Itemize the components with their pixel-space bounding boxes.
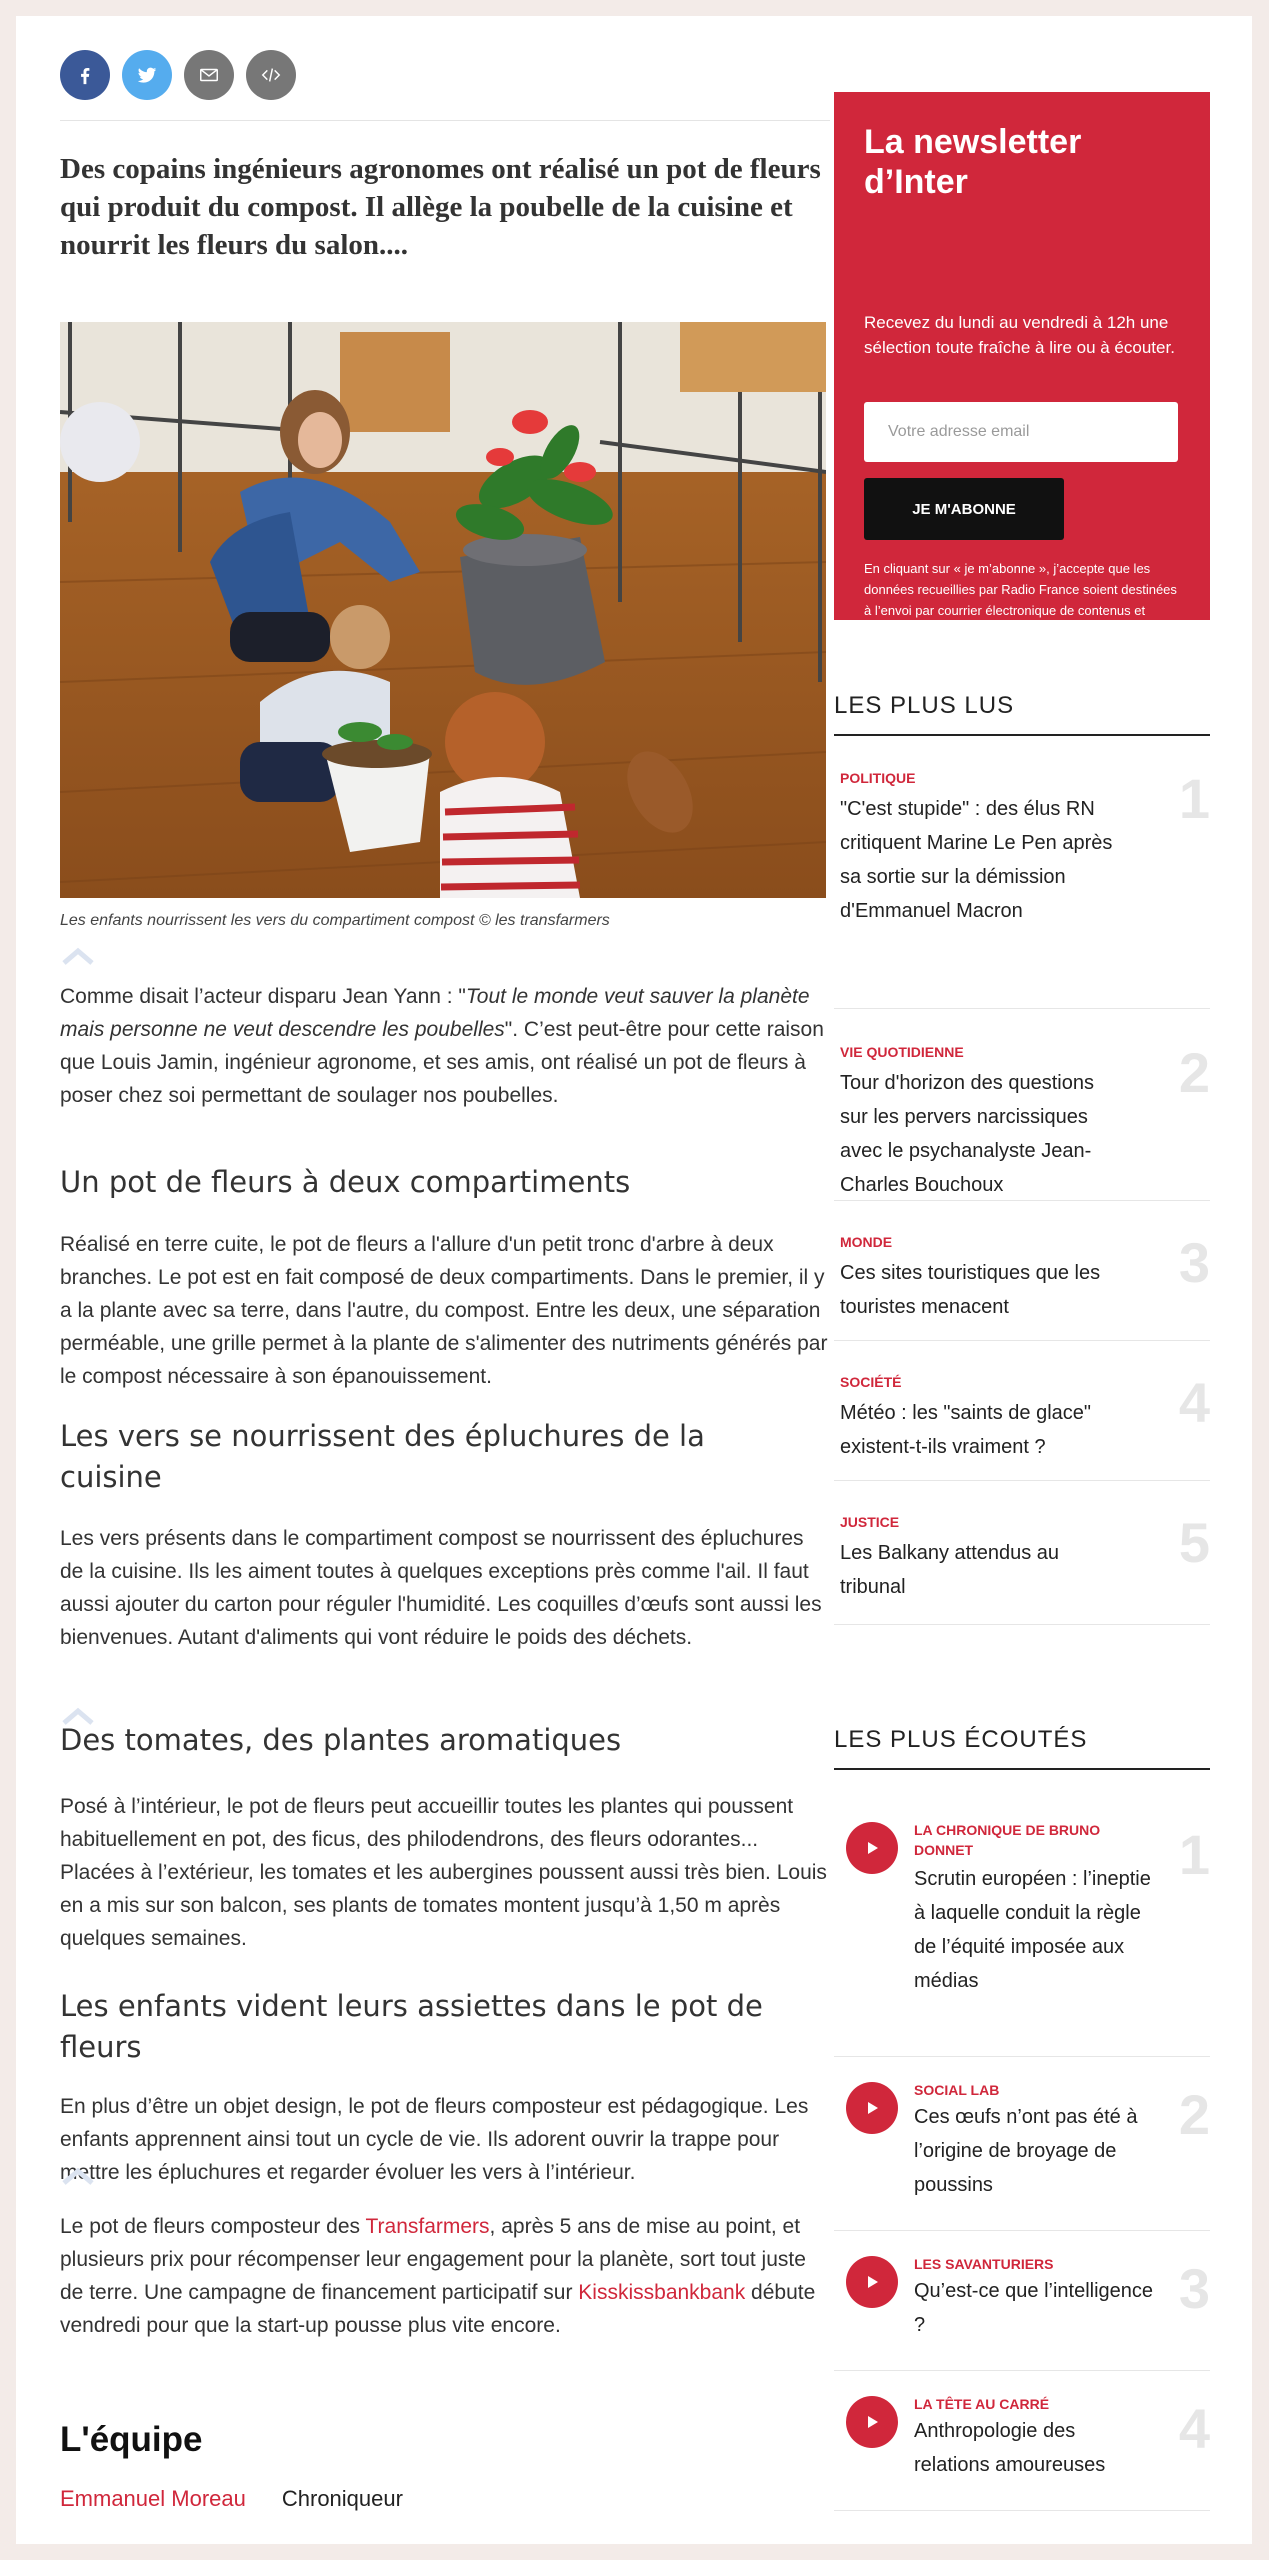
most-read-item[interactable] — [834, 1486, 1210, 1625]
kisskissbankbank-link[interactable]: Kisskissbankbank — [578, 2281, 746, 2304]
p5-pre: Le pot de fleurs composteur des — [60, 2215, 366, 2238]
item-rank: 4 — [1178, 1371, 1210, 1434]
item-title: Ces œufs n’ont pas été à l’origine de broyage de poussins — [914, 2106, 1138, 2196]
most-read-item[interactable] — [834, 1346, 1210, 1481]
mail-icon — [198, 64, 220, 86]
play-icon — [863, 2273, 881, 2291]
p5-post: débute vendredi pour que la start-up pousse plus vite encore. — [60, 2281, 816, 2337]
item-category: POLITIQUE — [840, 770, 916, 786]
section-heading: Les vers se nourrissent des épluchures de la cuisine — [60, 1419, 705, 1494]
item-category: LES SAVANTURIERS — [914, 2256, 1054, 2272]
item-title: Les Balkany attendus au tribunal — [840, 1542, 1060, 1598]
twitter-icon — [136, 64, 158, 86]
item-title: Tour d'horizon des questions sur les pervers narcissiques avec le psychanalyste Jean-Charles Bouchoux — [840, 1072, 1094, 1196]
facebook-icon — [74, 64, 96, 86]
image-caption: Les enfants nourrissent les vers du compartiment compost © les transfarmers — [60, 912, 610, 929]
play-button[interactable] — [846, 1822, 898, 1874]
play-icon — [863, 2413, 881, 2431]
item-rank: 2 — [1178, 1041, 1210, 1104]
article-paragraph — [60, 2210, 830, 2342]
section-heading: Un pot de fleurs à deux compartiments — [60, 1165, 631, 1199]
most-read-item[interactable] — [834, 742, 1210, 1009]
item-title: Météo : les "saints de glace" existent-t-ils vraiment ? — [840, 1402, 1091, 1458]
team-member-name[interactable]: Emmanuel Moreau — [60, 2486, 246, 2511]
p5-mid: , après 5 ans de mise au point, et plusieurs prix pour récompenser leur engagement pour la planète, sort tout juste de terre. Une campagne de financement participatif sur — [60, 2215, 806, 2304]
article-paragraph: Les vers présents dans le compartiment compost se nourrissent des épluchures de la cuisine. Ils les aiment toutes à quelques exceptions près comme l'ail. Il faut aussi ajouter du carton pour réguler l'humidité. Les coquilles d’œufs sont aussi les bienvenues. Autant d'aliments qui vont réduire le poids des déchets. — [60, 1527, 822, 1649]
code-icon — [260, 64, 282, 86]
most-listened-item[interactable] — [834, 2370, 1210, 2511]
item-category: MONDE — [840, 1234, 893, 1250]
item-category: VIE QUOTIDIENNE — [840, 1044, 964, 1060]
article-paragraph: En plus d’être un objet design, le pot de fleurs composteur est pédagogique. Les enfants apprennent ainsi tout un cycle de vie. Ils adorent ouvrir la trappe pour mettre les épluchures et regarder évoluer les vers à l’intérieur. — [60, 2095, 809, 2184]
article-paragraph: Posé à l’intérieur, le pot de fleurs peut accueillir toutes les plantes qui poussent habituellement en pot, des ficus, des philodendrons, des fleurs odorantes... Placées à l’extérieur, les tomates et les aubergines poussent aussi très bien. Louis en a mis sur son balcon, ses plants de tomates montent jusqu’à 1,50 m après quelques semaines. — [60, 1795, 827, 1950]
section-heading: Des tomates, des plantes aromatiques — [60, 1723, 622, 1757]
divider — [60, 120, 830, 121]
play-button[interactable] — [846, 2396, 898, 2448]
item-category: SOCIAL LAB — [914, 2082, 1000, 2098]
play-button[interactable] — [846, 2082, 898, 2134]
most-read-heading: LES PLUS LUS — [834, 692, 1210, 736]
article-intro — [60, 980, 830, 1112]
hero-photo — [60, 322, 826, 898]
item-category: LA CHRONIQUE DE BRUNO DONNET — [914, 1822, 1101, 1858]
intro-quote: Tout le monde veut sauver la planète mais personne ne veut descendre les poubelles — [60, 985, 810, 1041]
item-title: Scrutin européen : l’ineptie à laquelle conduit la règle de l’équité imposée aux médias — [914, 1868, 1151, 1992]
page — [16, 16, 1252, 2544]
item-category: LA TÊTE AU CARRÉ — [914, 2396, 1050, 2412]
item-rank: 2 — [1178, 2083, 1210, 2146]
twitter-share-button[interactable] — [122, 50, 172, 100]
section-heading: Les enfants vident leurs assiettes dans le pot de fleurs — [60, 1989, 763, 2064]
team-member-role: Chroniqueur — [281, 2486, 403, 2511]
hero-image — [60, 322, 826, 898]
item-rank: 3 — [1178, 1231, 1210, 1294]
share-bar — [60, 50, 296, 100]
most-read-item[interactable] — [834, 1016, 1210, 1201]
item-rank: 5 — [1178, 1511, 1210, 1574]
email-field[interactable] — [864, 402, 1178, 462]
item-title: Qu’est-ce que l’intelligence ? — [914, 2280, 1154, 2336]
play-button[interactable] — [846, 2256, 898, 2308]
most-read-item[interactable] — [834, 1206, 1210, 1341]
most-listened-item[interactable] — [834, 2056, 1210, 2231]
article-paragraph: Réalisé en terre cuite, le pot de fleurs a l'allure d'un petit tronc d'arbre à deux branches. Le pot est en fait composé de deux compartiments. Dans le premier, il y a la plante avec sa terre, dans l'autre, du compost. Entre les deux, une séparation perméable, une grille permet à la plante de s'alimenter des nutriments générés par le compost nécessaire à son épanouissement. — [60, 1233, 828, 1388]
article-lead: Des copains ingénieurs agronomes ont réalisé un pot de fleurs qui produit du compost. Il allège la poubelle de la cuisine et nourrit les fleurs du salon.... — [60, 153, 821, 261]
scroll-up-chevron-icon[interactable] — [60, 946, 96, 966]
facebook-share-button[interactable] — [60, 50, 110, 100]
play-icon — [863, 2099, 881, 2117]
email-share-button[interactable] — [184, 50, 234, 100]
item-rank: 1 — [1178, 1823, 1210, 1886]
most-listened-item[interactable] — [834, 2230, 1210, 2371]
item-title: "C'est stupide" : des élus RN critiquent Marine Le Pen après sa sortie sur la démission d'Emmanuel Macron — [840, 798, 1113, 922]
item-rank: 1 — [1178, 767, 1210, 830]
intro-post: ". C’est peut-être pour cette raison que Louis Jamin, ingénieur agronome, et ses amis, ont réalisé un pot de fleurs à poser chez soi permettant de soulager nos poubelles. — [60, 1018, 824, 1107]
item-title: Anthropologie des relations amoureuses — [914, 2420, 1106, 2476]
intro-pre: Comme disait l’acteur disparu Jean Yann : " — [60, 985, 466, 1008]
item-rank: 4 — [1178, 2397, 1210, 2460]
newsletter-title: La newsletter d’Inter — [864, 123, 1082, 201]
embed-button[interactable] — [246, 50, 296, 100]
scroll-up-chevron-icon[interactable] — [60, 1706, 96, 1726]
most-listened-heading: LES PLUS ÉCOUTÉS — [834, 1726, 1210, 1770]
newsletter-box — [834, 92, 1210, 639]
team-member — [60, 2486, 403, 2512]
scroll-up-chevron-icon[interactable] — [60, 2166, 96, 2186]
most-listened-item[interactable] — [834, 1796, 1210, 2057]
transfarmers-link[interactable]: Transfarmers — [365, 2215, 490, 2238]
newsletter-legal-text: En cliquant sur « je m’abonne », j’accepte que les données recueillies par Radio France soient destinées à l’envoi par courrier électronique de contenus et d’informations relatifs aux programmes. — [864, 561, 1177, 639]
play-icon — [863, 1839, 881, 1857]
team-title: L'équipe — [60, 2420, 203, 2459]
newsletter-text: Recevez du lundi au vendredi à 12h une sélection toute fraîche à lire ou à écouter. — [864, 313, 1175, 357]
item-category: SOCIÉTÉ — [840, 1374, 902, 1390]
item-rank: 3 — [1178, 2257, 1210, 2320]
subscribe-button[interactable]: JE M'ABONNE — [864, 478, 1064, 540]
item-category: JUSTICE — [840, 1514, 900, 1530]
item-title: Ces sites touristiques que les touristes menacent — [840, 1262, 1101, 1318]
